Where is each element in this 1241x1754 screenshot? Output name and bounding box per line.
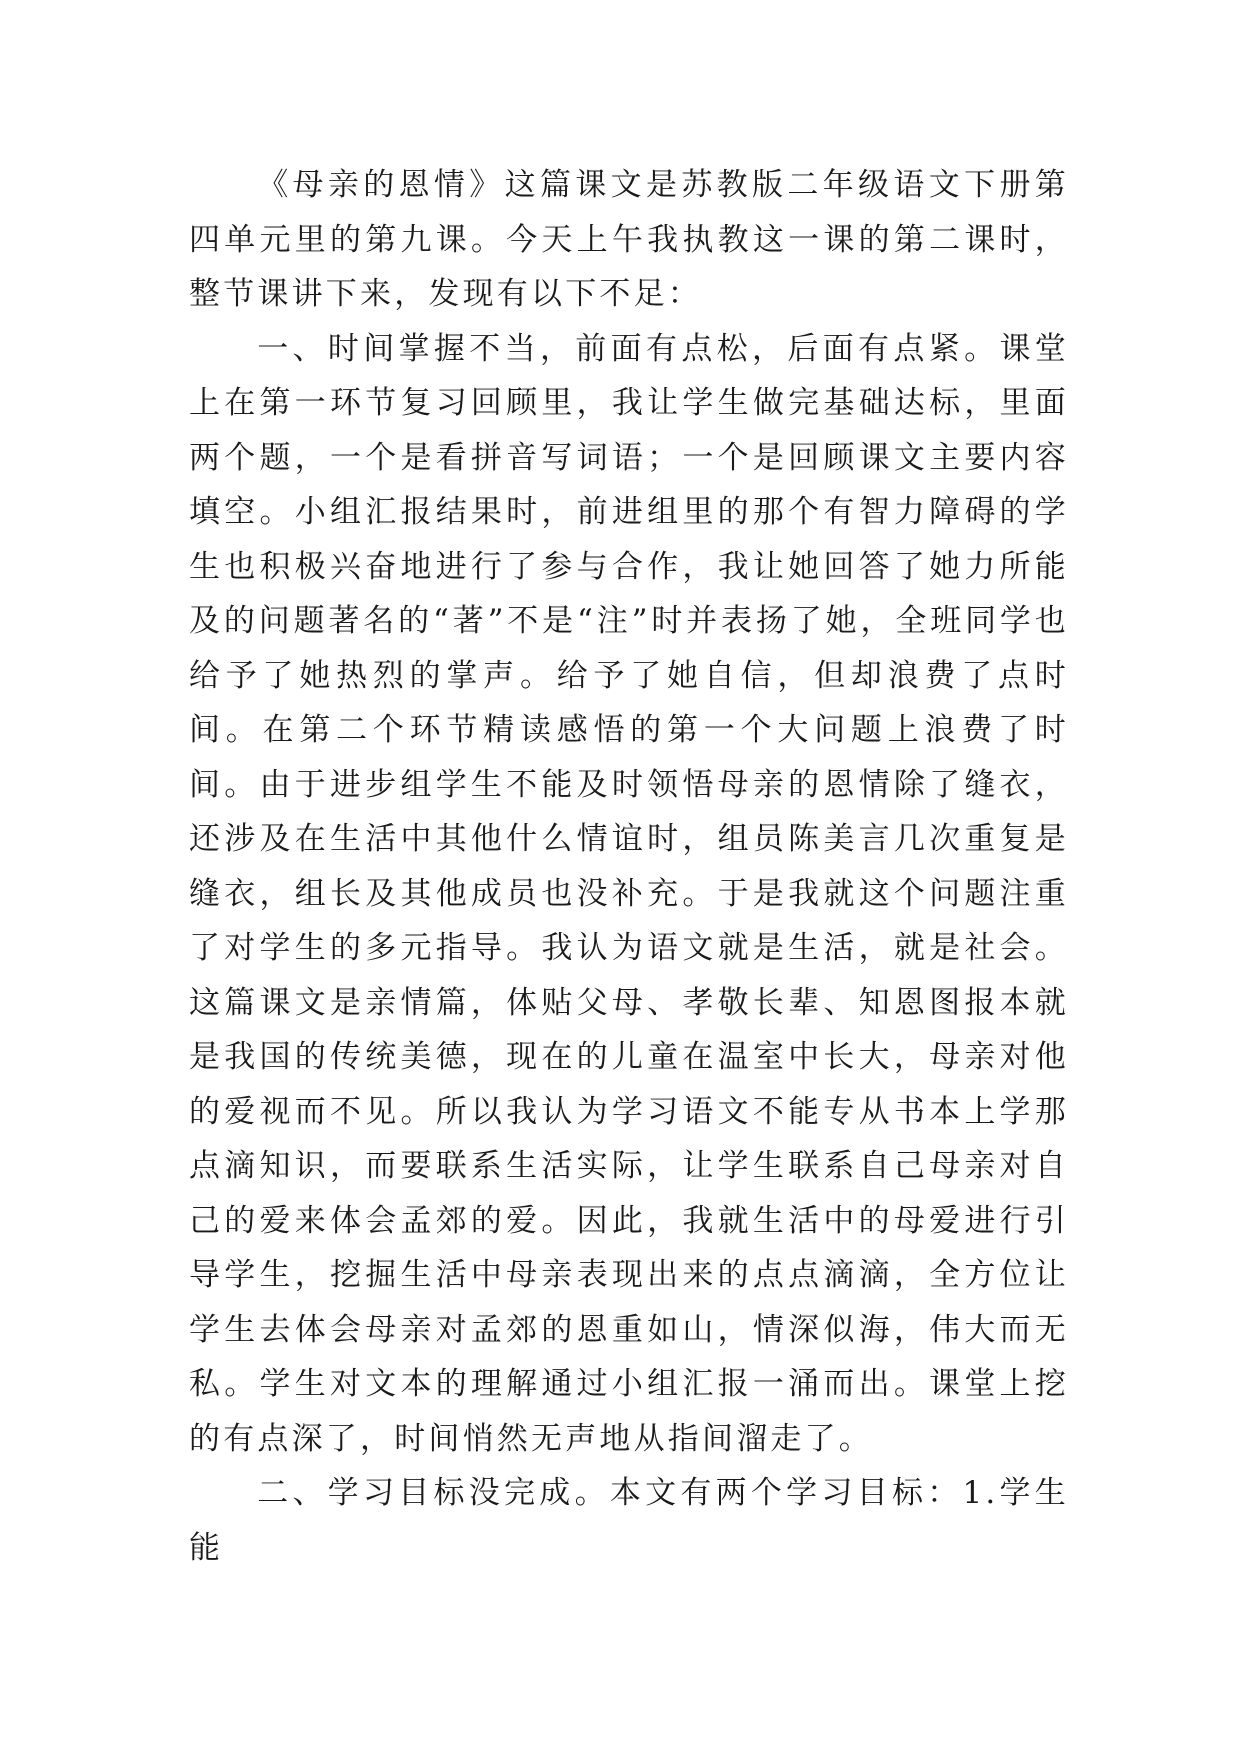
document-body (189, 158, 1069, 1575)
paragraph-intro: 《母亲的恩情》这篇课文是苏教版二年级语文下册第四单元里的第九课。今天上午我执教这一课的第二课时，整节课讲下来，发现有以下不足： (189, 167, 1069, 312)
paragraph-point-two: 二、学习目标没完成。本文有两个学习目标：1.学生能 (189, 1475, 1069, 1566)
paragraph-point-one: 一、时间掌握不当，前面有点松，后面有点紧。课堂上在第一环节复习回顾里，我让学生做完基础达标，里面两个题，一个是看拼音写词语；一个是回顾课文主要内容填空。小组汇报结果时，前进组里的那个有智力障碍的学生也积极兴奋地进行了参与合作，我让她回答了她力所能及的问题著名的“著”不是“注”时并表扬了她，全班同学也给予了她热烈的掌声。给予了她自信，但却浪费了点时间。在第二个环节精读感悟的第一个大问题上浪费了时间。由于进步组学生不能及时领悟母亲的恩情除了缝衣，还涉及在生活中其他什么情谊时，组员陈美言几次重复是缝衣，组长及其他成员也没补充。于是我就这个问题注重了对学生的多元指导。我认为语文就是生活，就是社会。这篇课文是亲情篇，体贴父母、孝敬长辈、知恩图报本就是我国的传统美德，现在的儿童在温室中长大，母亲对他的爱视而不见。所以我认为学习语文不能专从书本上学那点滴知识，而要联系生活实际，让学生联系自己母亲对自己的爱来体会孟郊的爱。因此，我就生活中的母爱进行引导学生，挖掘生活中母亲表现出来的点点滴滴，全方位让学生去体会母亲对孟郊的恩重如山，情深似海，伟大而无私。学生对文本的理解通过小组汇报一涌而出。课堂上挖的有点深了，时间悄然无声地从指间溜走了。 (189, 330, 1069, 1457)
